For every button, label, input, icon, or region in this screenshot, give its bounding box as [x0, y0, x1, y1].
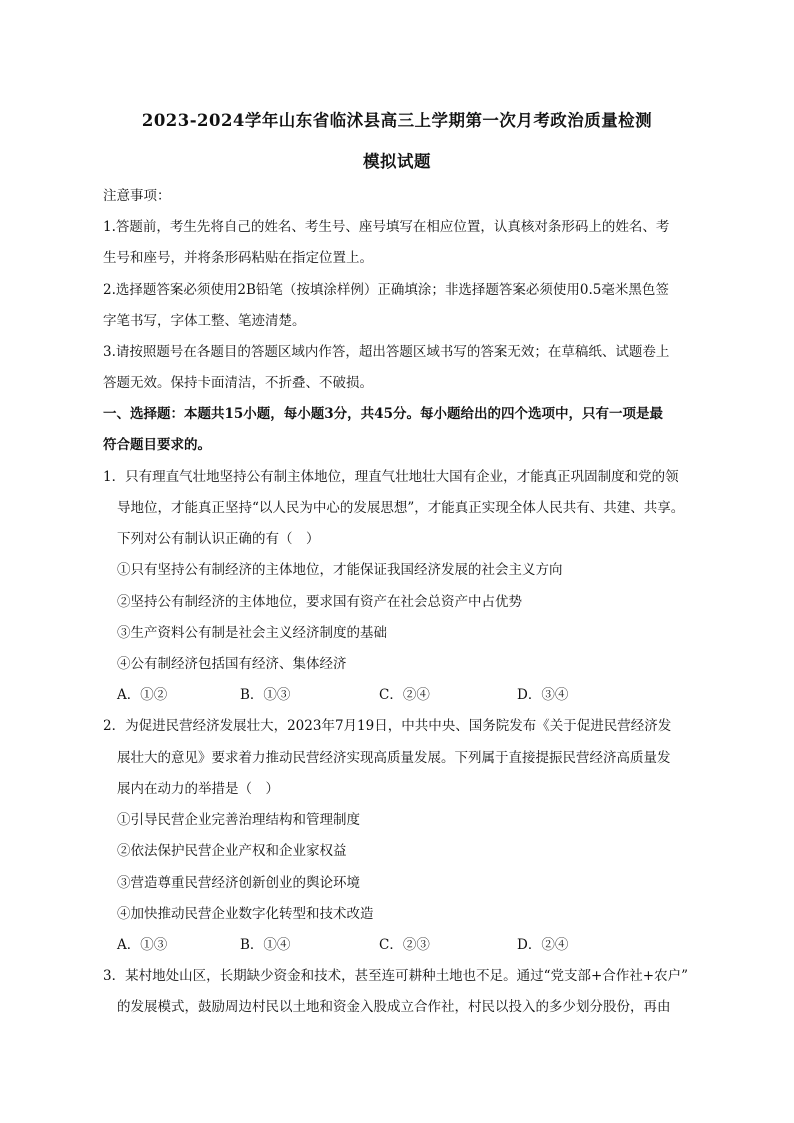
q1-statement-2: ②坚持公有制经济的主体地位，要求国有资产在社会总资产中占优势	[117, 594, 522, 610]
q2-stem-line-1: 2．为促进民营经济发展壮大，2023年7月19日，中共中央、国务院发布《关于促进民营经济发	[103, 718, 672, 734]
q2-statement-3: ③营造尊重民营经济创新创业的舆论环境	[117, 875, 360, 891]
exam-title-line2: 模拟试题	[363, 152, 431, 171]
section-1-heading-line-1: 一、选择题：本题共15小题，每小题3分，共45分。每小题给出的四个选项中，只有一项是最	[103, 406, 663, 422]
q1-statement-3: ③生产资料公有制是社会主义经济制度的基础	[117, 625, 387, 641]
q2-stem-line-3: 展内在动力的举措是（ ）	[117, 781, 279, 797]
q2-option-c: C．②③	[379, 937, 430, 953]
notice-item-2-line-1: 2.选择题答案必须使用2B铅笔（按填涂样例）正确填涂；非选择题答案必须使用0.5毫米黑色签	[103, 282, 669, 298]
q1-option-a: A．①②	[117, 687, 168, 703]
notice-item-3-line-1: 3.请按照题号在各题目的答题区域内作答，超出答题区域书写的答案无效；在草稿纸、试题卷上	[103, 344, 670, 360]
q2-option-a: A．①③	[117, 937, 168, 953]
section-1-heading-line-2: 符合题目要求的。	[103, 437, 211, 453]
q1-statement-4: ④公有制经济包括国有经济、集体经济	[117, 656, 347, 672]
notice-item-1-line-2: 生号和座号，并将条形码粘贴在指定位置上。	[103, 250, 373, 266]
notice-item-2-line-2: 字笔书写，字体工整、笔迹清楚。	[103, 313, 306, 329]
notice-item-3-line-2: 答题无效。保持卡面清洁，不折叠、不破损。	[103, 375, 373, 391]
notice-item-1-line-1: 1.答题前，考生先将自己的姓名、考生号、座号填写在相应位置，认真核对条形码上的姓名、考	[103, 219, 670, 235]
q2-statement-2: ②依法保护民营企业产权和企业家权益	[117, 843, 347, 859]
q1-option-c: C．②④	[379, 687, 430, 703]
q1-statement-1: ①只有坚持公有制经济的主体地位，才能保证我国经济发展的社会主义方向	[117, 562, 563, 578]
q2-option-d: D．②④	[517, 937, 569, 953]
q2-statement-4: ④加快推动民营企业数字化转型和技术改造	[117, 906, 374, 922]
q1-stem-line-2: 导地位，才能真正坚持“以人民为中心的发展思想”，才能真正实现全体人民共有、共建、共享。	[117, 500, 685, 516]
q1-option-b: B．①③	[240, 687, 291, 703]
q2-option-b: B．①④	[240, 937, 291, 953]
q3-stem-line-2: 的发展模式，鼓励周边村民以土地和资金入股成立合作社，村民以投入的多少划分股份，再由	[117, 999, 671, 1015]
exam-title-line1: 2023-2024学年山东省临沭县高三上学期第一次月考政治质量检测	[141, 111, 653, 130]
q2-stem-line-2: 展壮大的意见》要求着力推动民营经济实现高质量发展。下列属于直接提振民营经济高质量发	[117, 750, 671, 766]
q1-option-d: D．③④	[517, 687, 569, 703]
notice-heading: 注意事项：	[103, 188, 171, 204]
q1-stem-line-3: 下列对公有制认识正确的有（ ）	[117, 531, 320, 547]
q1-stem-line-1: 1．只有理直气壮地坚持公有制主体地位，理直气壮地壮大国有企业，才能真正巩固制度和党的领	[103, 469, 679, 485]
q2-statement-1: ①引导民营企业完善治理结构和管理制度	[117, 812, 360, 828]
q3-stem-line-1: 3．某村地处山区，长期缺少资金和技术，甚至连可耕种土地也不足。通过“党支部+合作社+农户”	[103, 968, 689, 984]
